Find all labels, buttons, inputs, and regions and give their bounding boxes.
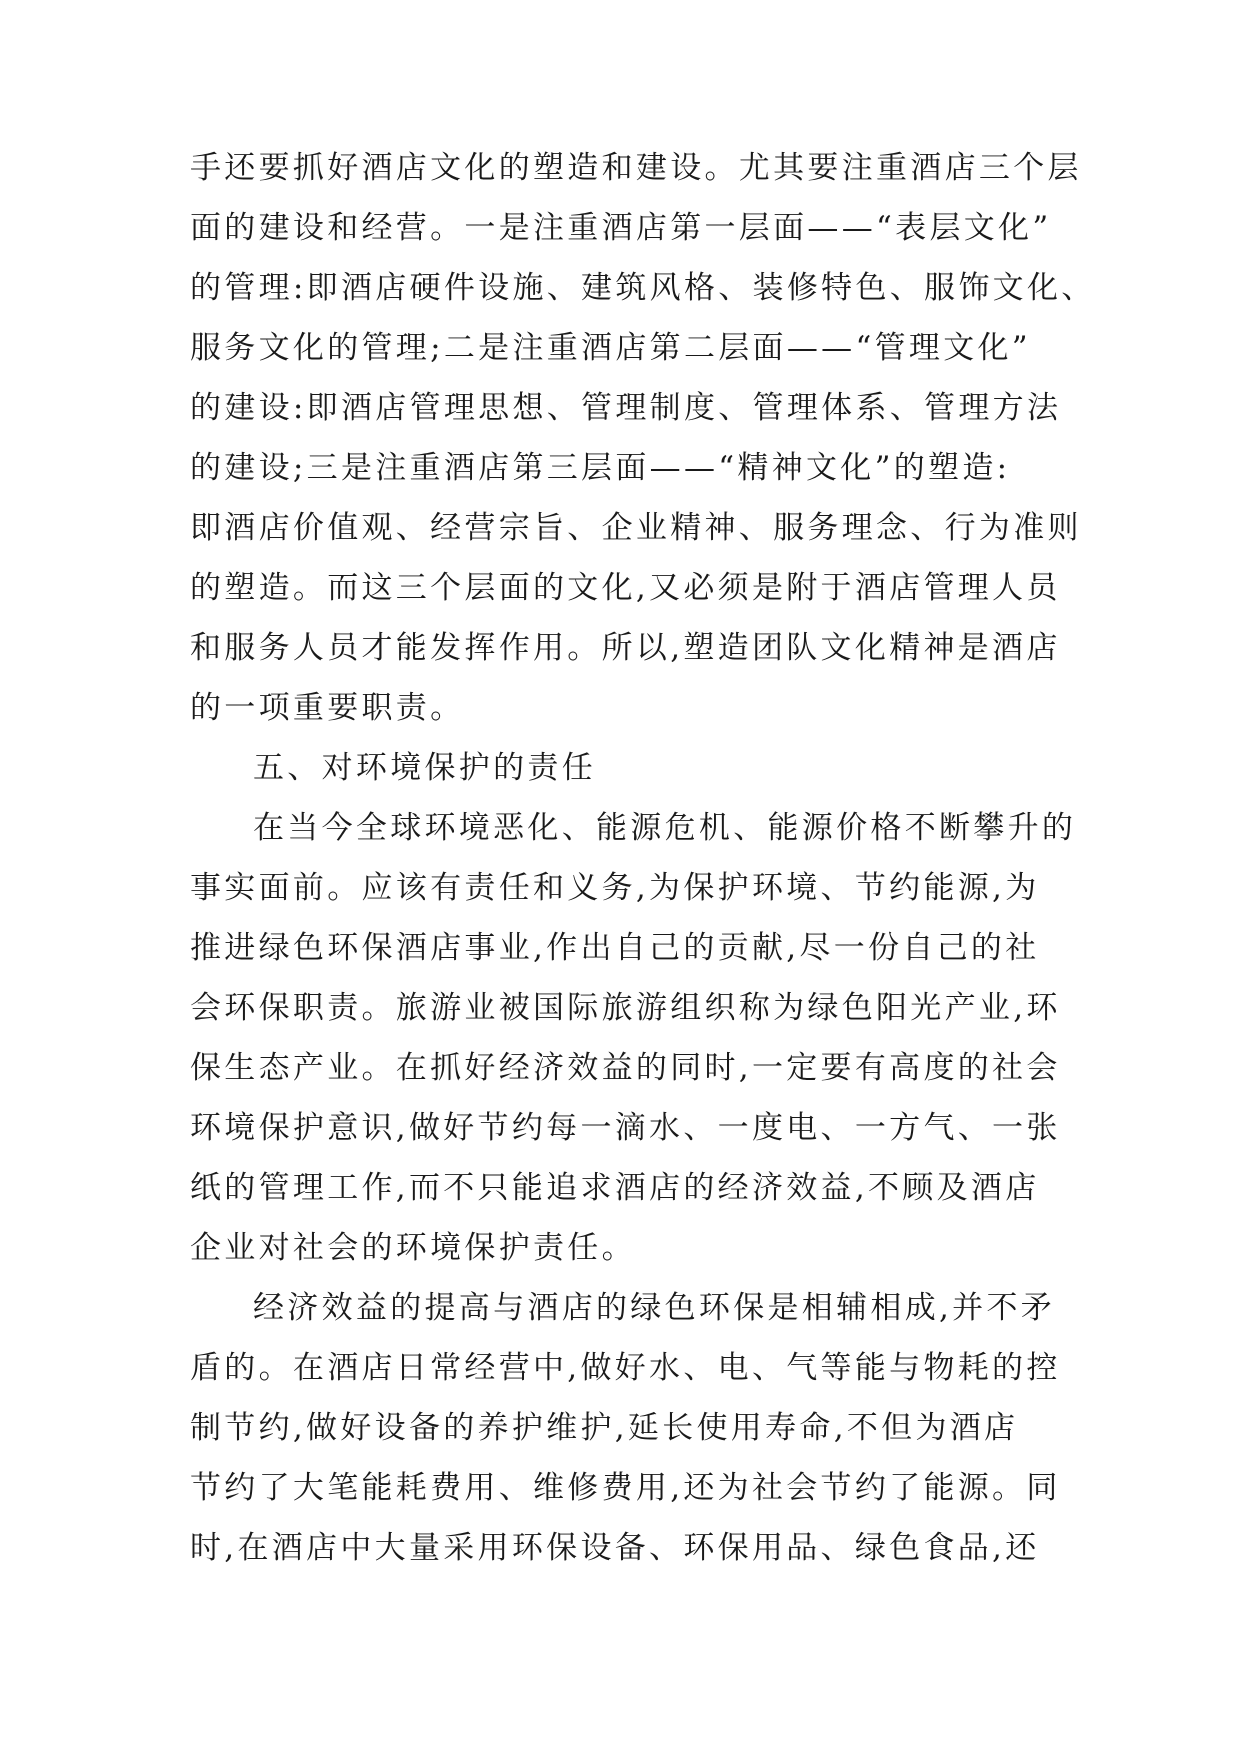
paragraph-line: 企业对社会的环境保护责任。: [190, 1230, 636, 1266]
paragraph-line: 在当今全球环境恶化、能源危机、能源价格不断攀升的: [253, 810, 1077, 846]
paragraph-line: 制节约,做好设备的养护维护,延长使用寿命,不但为酒店: [190, 1410, 1019, 1446]
paragraph-line: 面的建设和经营。一是注重酒店第一层面——“表层文化”: [190, 210, 1052, 246]
paragraph-line: 时,在酒店中大量采用环保设备、环保用品、绿色食品,还: [190, 1530, 1040, 1566]
paragraph-line: 手还要抓好酒店文化的塑造和建设。尤其要注重酒店三个层: [190, 150, 1082, 186]
paragraph-line: 的管理:即酒店硬件设施、建筑风格、装修特色、服饰文化、: [190, 270, 1096, 306]
paragraph-line: 和服务人员才能发挥作用。所以,塑造团队文化精神是酒店: [190, 630, 1061, 666]
section-heading: 五、对环境保护的责任: [253, 750, 596, 786]
paragraph-line: 的建设:即酒店管理思想、管理制度、管理体系、管理方法: [190, 390, 1062, 426]
paragraph-line: 的一项重要职责。: [190, 690, 465, 726]
paragraph-line: 纸的管理工作,而不只能追求酒店的经济效益,不顾及酒店: [190, 1170, 1040, 1206]
paragraph-line: 服务文化的管理;二是注重酒店第二层面——“管理文化”: [190, 330, 1031, 366]
paragraph-line: 经济效益的提高与酒店的绿色环保是相辅相成,并不矛: [253, 1290, 1056, 1326]
paragraph-line: 环境保护意识,做好节约每一滴水、一度电、一方气、一张: [190, 1110, 1061, 1146]
paragraph-line: 事实面前。应该有责任和义务,为保护环境、节约能源,为: [190, 870, 1040, 906]
paragraph-line: 即酒店价值观、经营宗旨、企业精神、服务理念、行为准则: [190, 510, 1082, 546]
paragraph-line: 保生态产业。在抓好经济效益的同时,一定要有高度的社会: [190, 1050, 1061, 1086]
paragraph-line: 推进绿色环保酒店事业,作出自己的贡献,尽一份自己的社: [190, 930, 1040, 966]
paragraph-line: 的塑造。而这三个层面的文化,又必须是附于酒店管理人员: [190, 570, 1061, 606]
paragraph-line: 节约了大笔能耗费用、维修费用,还为社会节约了能源。同: [190, 1470, 1061, 1506]
paragraph-line: 的建设;三是注重酒店第三层面——“精神文化”的塑造:: [190, 450, 1011, 486]
paragraph-line: 盾的。在酒店日常经营中,做好水、电、气等能与物耗的控: [190, 1350, 1061, 1386]
paragraph-line: 会环保职责。旅游业被国际旅游组织称为绿色阳光产业,环: [190, 990, 1061, 1026]
